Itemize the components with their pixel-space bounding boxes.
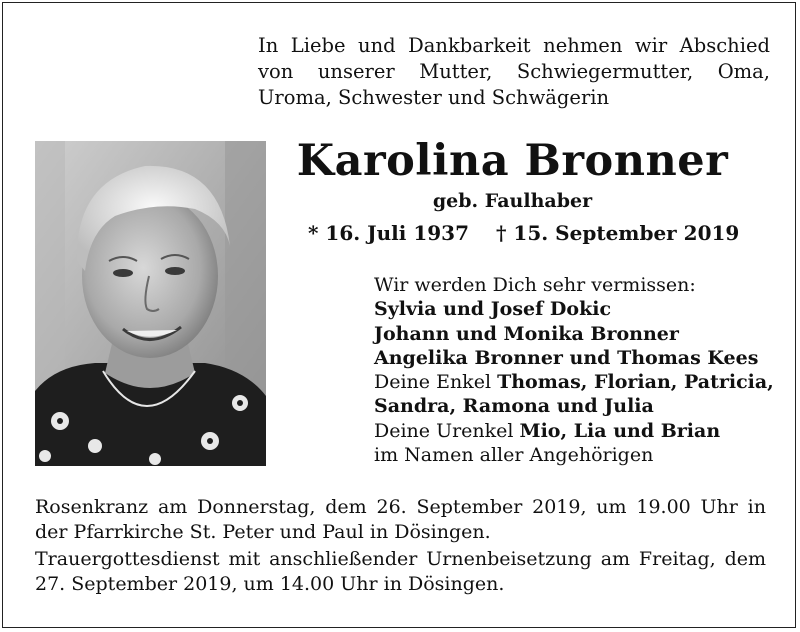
- mourner-line: Johann und Monika Bronner: [374, 322, 679, 345]
- grandchildren-line: [374, 370, 774, 394]
- intro-text: In Liebe und Dankbarkeit nehmen wir Abschied von unserer Mutter, Schwiegermutter, Oma, Uroma, Schwester und Schwägerin: [258, 34, 770, 109]
- great-grandchildren-prefix: Deine Urenkel: [374, 419, 514, 442]
- service-details: [35, 495, 766, 597]
- mourners-heading: Wir werden Dich sehr vermissen:: [374, 274, 696, 296]
- great-grandchildren-line: [374, 419, 774, 443]
- mourner-line: Angelika Bronner und Thomas Kees: [374, 346, 759, 369]
- birth-date: * 16. Juli 1937: [308, 221, 470, 245]
- mourners-list: [374, 273, 774, 467]
- grandchildren-names-cont: Sandra, Ramona und Julia: [374, 395, 654, 418]
- funeral-notice: Trauergottesdienst mit anschließender Urnenbeisetzung am Freitag, dem 27. September 2019, um 14.00 Uhr in Dösingen.: [35, 548, 766, 595]
- portrait-photo: [35, 141, 266, 466]
- grandchildren-prefix: Deine Enkel: [374, 371, 492, 394]
- grandchildren-names: Thomas, Florian, Patricia,: [497, 371, 774, 394]
- great-grandchildren-names: Mio, Lia und Brian: [519, 419, 721, 442]
- mourners-closing: im Namen aller Angehörigen: [374, 444, 654, 467]
- death-date: † 15. September 2019: [496, 221, 740, 245]
- rosary-notice: Rosenkranz am Donnerstag, dem 26. September 2019, um 19.00 Uhr in der Pfarrkirche St. Peter und Paul in Dösingen.: [35, 496, 766, 543]
- mourner-line: Sylvia und Josef Dokic: [374, 298, 612, 321]
- deceased-name: Karolina Bronner: [296, 136, 729, 186]
- maiden-name: geb. Faulhaber: [432, 190, 593, 212]
